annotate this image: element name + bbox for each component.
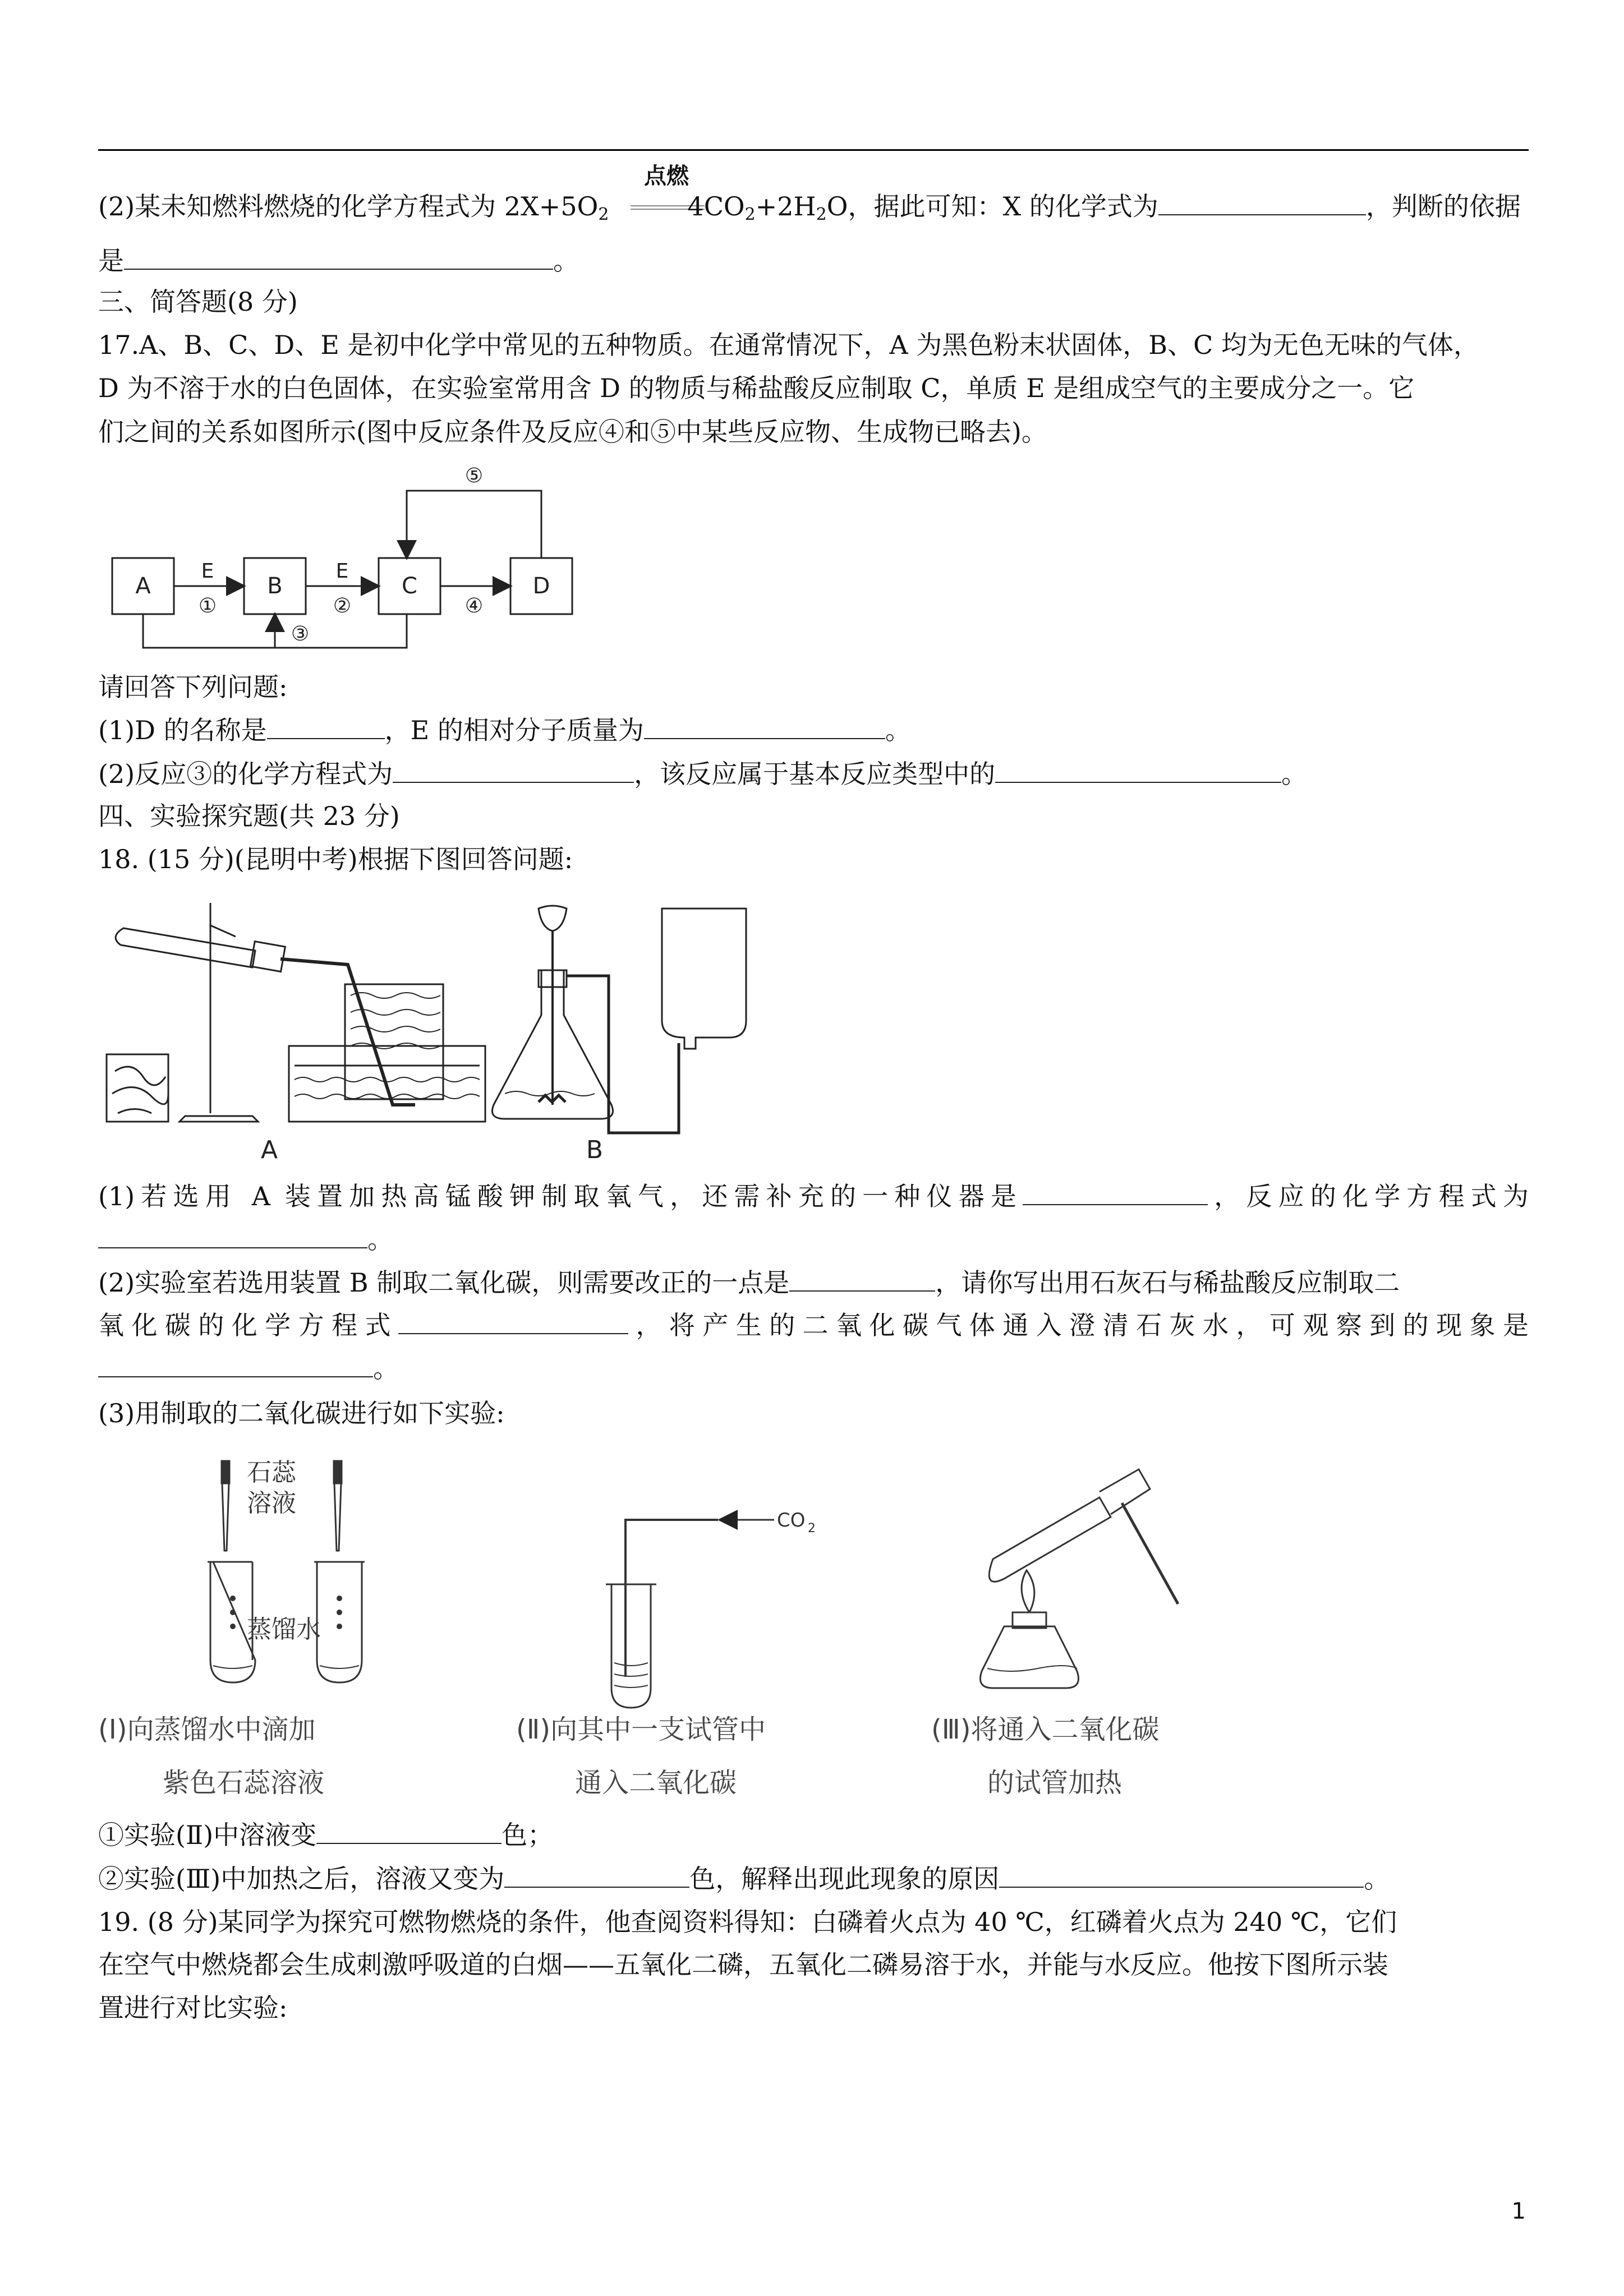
- tube-2: [314, 1562, 365, 1682]
- label-co2-sub: 2: [808, 1522, 816, 1536]
- edge-label-e1: E: [201, 560, 214, 583]
- section-3-title: 三、简答题(8 分): [98, 287, 298, 317]
- q17-relation-diagram: [107, 465, 583, 656]
- dropper-2: [334, 1483, 341, 1551]
- q17-line1: 17.A、B、C、D、E 是初中化学中常见的五种物质。在通常情况下，A 为黑色粉末状固体，B、C 均为无色无味的气体，: [98, 330, 1479, 360]
- label-litmus-2: 溶液: [247, 1489, 296, 1518]
- section-4-title: 四、实验探究题(共 23 分): [98, 801, 400, 831]
- q18-q3-intro: (3)用制取的二氧化碳进行如下实验:: [98, 1398, 505, 1428]
- answer-blank[interactable]: [1023, 1179, 1208, 1205]
- label-b: B: [586, 1136, 604, 1164]
- q18-q2-line3: 。: [98, 1352, 1529, 1385]
- wood-grain: [112, 1067, 168, 1113]
- label-litmus-1: 石蕊: [247, 1458, 296, 1487]
- delivery-tube-a: [280, 959, 415, 1105]
- dropper-1: [222, 1483, 229, 1551]
- answer-blank[interactable]: [1158, 190, 1366, 215]
- node-d: D: [532, 573, 550, 599]
- edge-label-3: ③: [291, 623, 310, 646]
- caption-2-line2: 通入二氧化碳: [575, 1767, 737, 1799]
- q19-line1: 19. (8 分)某同学为探究可燃物燃烧的条件，他查阅资料得知：白磷着火点为 40 ℃，红磷着火点为 240 ℃，它们: [98, 1907, 1397, 1937]
- answer-blank[interactable]: [124, 244, 553, 270]
- label-co2: CO: [777, 1509, 806, 1532]
- q18-s1: ①实验(Ⅱ)中溶液变 色；: [98, 1818, 1529, 1852]
- answer-blank[interactable]: [999, 1862, 1364, 1888]
- node-c: C: [402, 573, 417, 599]
- q18-q1-line1: (1)若选用 A 装置加热高锰酸钾制取氧气，还需补充的一种仪器是 ，反应的化学方程式为: [98, 1179, 1529, 1213]
- edge-label-e2: E: [335, 560, 349, 583]
- q18-s2: ②实验(Ⅲ)中加热之后，溶液又变为 色，解释出现此现象的原因 。: [98, 1862, 1529, 1896]
- q17-prompt: 请回答下列问题:: [98, 672, 288, 702]
- q17-line3: 们之间的关系如图所示(图中反应条件及反应④和⑤中某些反应物、生成物已略去)。: [98, 417, 1047, 447]
- alcohol-lamp: [981, 1626, 1079, 1688]
- q18-experiment-figure: [191, 1453, 1268, 1711]
- co2-inlet-tube: [625, 1520, 718, 1677]
- reaction-condition: 点燃: [644, 163, 689, 189]
- q18-q2-line2: 氧化碳的化学方程式 ，将产生的二氧化碳气体通入澄清石灰水，可观察到的现象是: [98, 1308, 1529, 1342]
- clamp-arm: [210, 925, 236, 937]
- lamp-flame: [1022, 1570, 1034, 1612]
- answer-blank[interactable]: [393, 757, 634, 783]
- page-number: 1: [1511, 2198, 1526, 2224]
- edge-label-1: ①: [198, 594, 217, 617]
- q16-2-line1: (2)某未知燃料燃烧的化学方程式为 $2X+5O_2$ $4CO_2+2H_2O$，据此可知：X 的化学式为 ，判断的依据: [98, 190, 1529, 232]
- tube-3: [606, 1584, 656, 1708]
- dropper-bulb-2: [334, 1461, 342, 1483]
- q19-line3: 置进行对比实验:: [98, 1993, 288, 2023]
- answer-blank[interactable]: [789, 1266, 935, 1292]
- label-a: A: [260, 1136, 278, 1164]
- q18-q1-line2: 。: [98, 1223, 1529, 1256]
- edge-label-2: ②: [333, 594, 352, 617]
- label-water: 蒸馏水: [247, 1615, 321, 1644]
- q18-intro: 18. (15 分)(昆明中考)根据下图回答问题:: [98, 844, 573, 874]
- q16-2-line2: 是 。: [98, 244, 1529, 278]
- answer-blank[interactable]: [98, 1352, 373, 1377]
- caption-3-line1: (Ⅲ)将通入二氧化碳: [931, 1714, 1160, 1745]
- node-b: B: [267, 573, 283, 599]
- iron-stand-base: [180, 1116, 258, 1122]
- heated-tube: [989, 1497, 1111, 1582]
- answer-blank[interactable]: [644, 713, 885, 739]
- caption-1-line1: (Ⅰ)向蒸馏水中滴加: [98, 1714, 316, 1745]
- rubber-stopper: [250, 942, 285, 972]
- long-neck-funnel: [539, 906, 567, 931]
- q18-q2-line1: (2)实验室若选用装置 B 制取二氧化碳，则需要改正的一点是 ，请你写出用石灰石与稀盐酸反应制取二: [98, 1266, 1529, 1299]
- answer-blank[interactable]: [398, 1308, 628, 1334]
- edge-label-5: ⑤: [464, 465, 484, 487]
- test-tube-a: [116, 928, 255, 967]
- q17-q2: (2)反应③的化学方程式为 ，该反应属于基本反应类型中的 。: [98, 757, 1529, 791]
- answer-blank[interactable]: [316, 1818, 502, 1844]
- answer-blank[interactable]: [504, 1862, 689, 1888]
- q18-apparatus-figure: [101, 886, 785, 1167]
- answer-blank[interactable]: [267, 713, 385, 739]
- answer-blank[interactable]: [98, 1223, 367, 1248]
- upturned-bottle: [662, 909, 746, 1049]
- edge-label-4: ④: [464, 594, 484, 617]
- dropper-bulb-1: [222, 1461, 229, 1483]
- answer-blank[interactable]: [995, 757, 1281, 783]
- node-a: A: [135, 573, 151, 599]
- caption-1-line2: 紫色石蕊溶液: [163, 1767, 325, 1799]
- q17-q1: (1)D 的名称是 ，E 的相对分子质量为 。: [98, 713, 1529, 747]
- q19-line2: 在空气中燃烧都会生成刺激呼吸道的白烟——五氧化二磷，五氧化二磷易溶于水，并能与水反应。他按下图所示装: [98, 1949, 1388, 1980]
- caption-2-line1: (Ⅱ)向其中一支试管中: [516, 1714, 766, 1745]
- q17-line2: D 为不溶于水的白色固体，在实验室常用含 D 的物质与稀盐酸反应制取 C，单质 E 是组成空气的主要成分之一。它: [98, 373, 1415, 403]
- tube-holder: [1122, 1503, 1178, 1604]
- header-rule: [98, 149, 1529, 151]
- caption-3-line2: 的试管加热: [987, 1767, 1122, 1799]
